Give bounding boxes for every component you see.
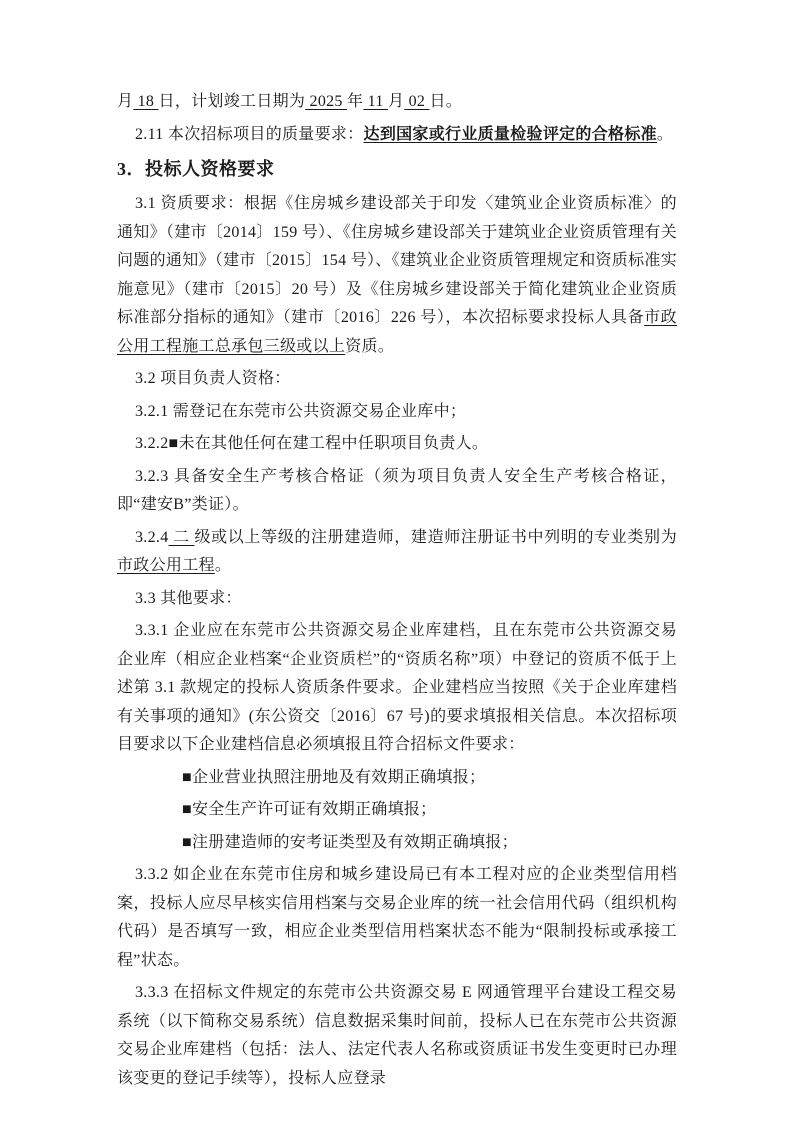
- para-3-2-1-seg-0: 3.2.1 需登记在东莞市公共资源交易企业库中；: [135, 402, 467, 420]
- para-3-3-2: [117, 861, 677, 975]
- para-3-3-other-requirements-seg-0: 3.3 其他要求：: [135, 589, 242, 607]
- bullet-registered-builder-cert-seg-0: ■注册建造师的安考证类型及有效期正确填报；: [182, 833, 518, 851]
- document-body: [117, 88, 677, 1093]
- para-3-3-1-seg-0: 3.3.1 企业应在东莞市公共资源交易企业库建档，且在东莞市公共资源交易企业库（相应企业档案“企业资质栏”的“资质名称”项）中登记的资质不低于上述第 3.1 款规定的投标人资质条件要求。企业建档应当按照《关于企业库建档有关事项的通知》(东公资交〔2016〕67 号)的要求填报相关信息。本次招标项目要求以下企业建档信息必须填报且符合招标文件要求：: [117, 622, 677, 753]
- section-heading-bidder-qualification-seg-0: 3．投标人资格要求: [117, 159, 275, 179]
- para-completion-date-seg-2: 日，计划竣工日期为: [158, 93, 306, 110]
- para-3-1-qualification-seg-0: 3.1 资质要求：根据《住房城乡建设部关于印发〈建筑业企业资质标准〉的通知》（建市〔2014〕159 号）、《住房城乡建设部关于建筑业企业资质管理有关问题的通知》（建市〔2015〕154 号）、《建筑业企业资质管理规定和资质标准实施意见》（建市〔2015〕20 号）及《住房城乡建设部关于简化建筑业企业资质标准部分指标的通知》（建市〔2016〕226 号），本次招标要求投标人具备: [117, 195, 678, 326]
- para-3-2-project-leader: [117, 365, 677, 394]
- section-heading-bidder-qualification: [117, 153, 677, 185]
- para-completion-date-seg-3: 2025: [305, 93, 348, 110]
- para-3-2-3-seg-0: 3.2.3 具备安全生产考核合格证（须为项目负责人安全生产考核合格证，即“建安B”类证）。: [117, 467, 677, 513]
- para-2-11-quality-requirement-seg-0: 2.11 本次招标项目的质量要求：: [135, 125, 364, 143]
- para-3-2-4-seg-4: 。: [214, 557, 232, 574]
- para-completion-date-seg-1: 18: [133, 93, 159, 110]
- para-completion-date-seg-4: 年: [347, 93, 364, 110]
- para-completion-date-seg-7: 02: [404, 93, 430, 110]
- bullet-business-license: [117, 764, 677, 793]
- para-completion-date-seg-8: 日。: [429, 93, 463, 110]
- para-3-2-3: [117, 463, 677, 520]
- para-3-2-4: [117, 524, 677, 581]
- para-completion-date-seg-0: 月: [117, 93, 134, 110]
- para-2-11-quality-requirement: [117, 121, 677, 150]
- para-3-2-4-seg-3: 市政公用工程: [117, 557, 215, 574]
- para-3-2-4-seg-0: 3.2.4: [135, 528, 169, 546]
- para-completion-date-seg-6: 月: [387, 93, 405, 110]
- para-3-3-1: [117, 617, 677, 760]
- para-3-2-2-seg-0: 3.2.2■未在其他任何在建工程中任职项目负责人。: [135, 435, 489, 452]
- bullet-safety-production-permit-seg-0: ■安全生产许可证有效期正确填报；: [182, 801, 437, 818]
- para-3-2-4-seg-1: 二: [168, 528, 195, 546]
- para-3-2-1: [117, 398, 677, 427]
- para-3-3-2-seg-0: 3.3.2 如企业在东莞市住房和城乡建设局已有本工程对应的企业类型信用档案，投标人应尽早核实信用档案与交易企业库的统一社会信用代码（组织机构代码）是否填写一致，相应企业类型信用档案状态不能为“限制投标或承接工程”状态。: [117, 866, 677, 969]
- para-3-2-4-seg-2: 级或以上等级的注册建造师，建造师注册证书中列明的专业类别为: [194, 528, 678, 546]
- para-3-2-2: [117, 430, 677, 459]
- para-3-3-other-requirements: [117, 585, 677, 614]
- para-3-1-qualification: [117, 190, 677, 361]
- para-completion-date: [117, 88, 677, 117]
- para-3-1-qualification-seg-1: 市政公用工程施工总承包三级或以上: [117, 309, 677, 355]
- bullet-registered-builder-cert: [117, 829, 677, 858]
- para-2-11-quality-requirement-seg-1: 达到国家或行业质量检验评定的合格标准: [363, 125, 657, 143]
- para-2-11-quality-requirement-seg-2: 。: [656, 125, 674, 143]
- para-3-3-3-seg-0: 3.3.3 在招标文件规定的东莞市公共资源交易 E 网通管理平台建设工程交易系统（以下简称交易系统）信息数据采集时间前，投标人已在东莞市公共资源交易企业库建档（包括：法人、法定代表人名称或资质证书发生变更时已办理该变更的登记手续等），投标人应登录: [117, 984, 677, 1087]
- para-completion-date-seg-5: 11: [363, 93, 388, 110]
- bullet-safety-production-permit: [117, 796, 677, 825]
- bullet-business-license-seg-0: ■企业营业执照注册地及有效期正确填报；: [182, 768, 486, 786]
- para-3-2-project-leader-seg-0: 3.2 项目负责人资格：: [135, 370, 291, 387]
- para-3-3-3: [117, 979, 677, 1093]
- para-3-1-qualification-seg-2: 资质。: [345, 337, 395, 355]
